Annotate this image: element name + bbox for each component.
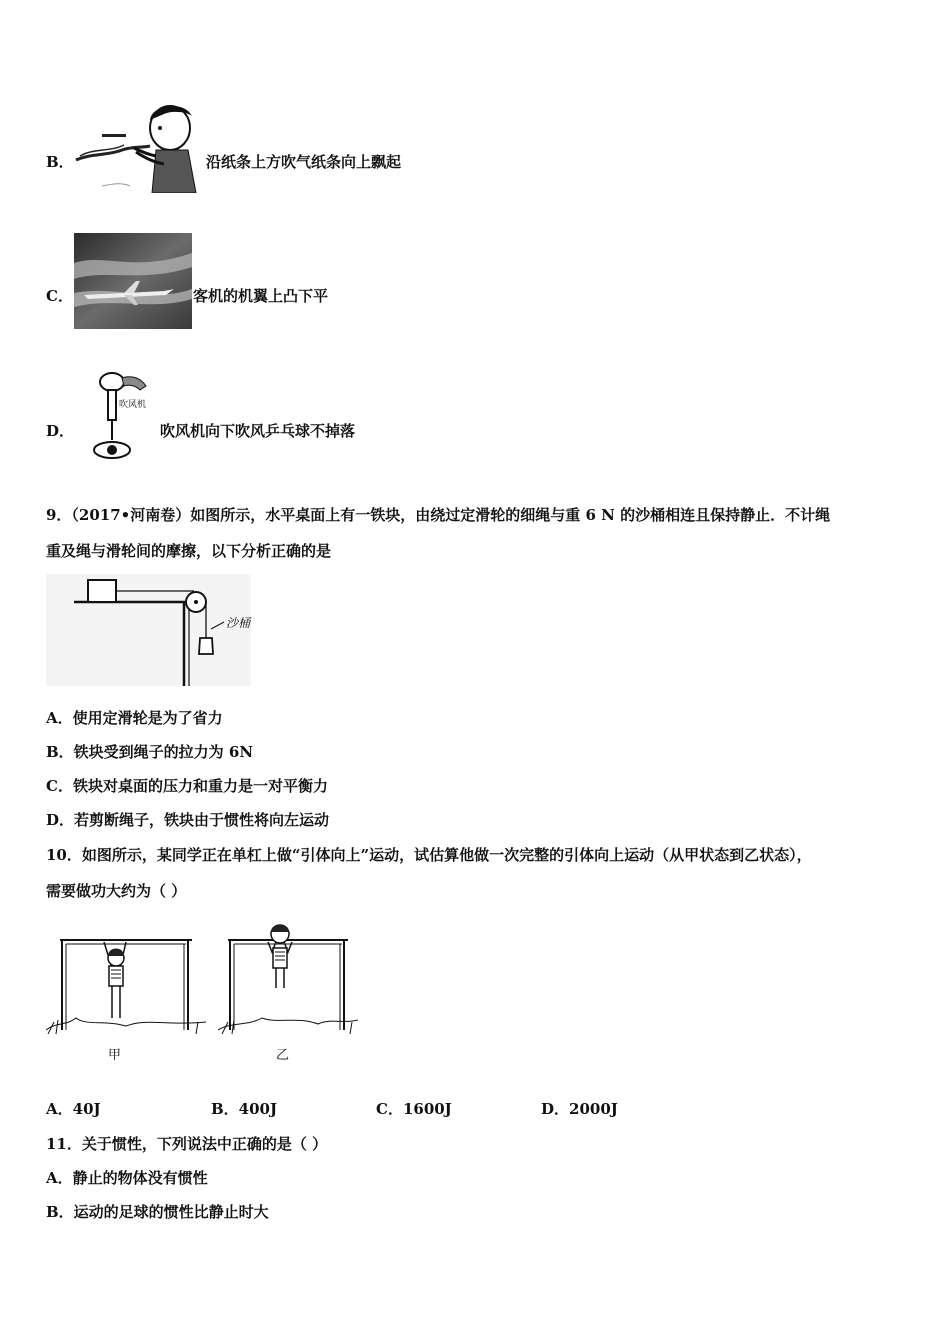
q11-option-b: B．运动的足球的惯性比静止时大 xyxy=(46,1203,269,1221)
airplane-photo xyxy=(74,233,192,329)
q9-stem-line1: 9．（2017•河南卷）如图所示，水平桌面上有一铁块，由绕过定滑轮的细绳与重 6 N 的沙桶相连且保持静止．不计绳 xyxy=(46,506,831,524)
boy-blowing-paper-figure xyxy=(72,98,202,193)
pullup-state-b-figure xyxy=(218,918,358,1034)
q10-stem-line1: 10．如图所示，某同学正在单杠上做“引体向上”运动，试估算他做一次完整的引体向上运动（从甲状态到乙状态）， xyxy=(46,846,812,864)
option-c-letter: C． xyxy=(46,287,73,305)
q11-stem: 11．关于惯性，下列说法中正确的是（ ） xyxy=(46,1135,328,1153)
q9-option-c: C．铁块对桌面的压力和重力是一对平衡力 xyxy=(46,777,328,795)
option-b-letter: B． xyxy=(46,153,74,171)
q11-option-a: A．静止的物体没有惯性 xyxy=(46,1169,208,1187)
hairdryer-figure xyxy=(86,370,158,465)
pullup-state-a-figure xyxy=(46,922,206,1034)
q10-stem-line2: 需要做功大约为（ ） xyxy=(46,882,187,900)
q10-option-c: C．1600J xyxy=(376,1100,452,1118)
option-d-text: 吹风机向下吹风乒乓球不掉落 xyxy=(160,422,356,440)
q9-option-d: D．若剪断绳子，铁块由于惯性将向左运动 xyxy=(46,811,330,829)
q10-option-a: A．40J xyxy=(46,1100,101,1118)
option-c-text: 客机的机翼上凸下平 xyxy=(193,287,329,305)
option-d-letter: D． xyxy=(46,422,75,440)
bucket-label: 沙桶 xyxy=(226,616,251,630)
option-b-text: 沿纸条上方吹气纸条向上飘起 xyxy=(206,153,402,171)
q10-option-b: B．400J xyxy=(211,1100,278,1118)
q9-option-b: B．铁块受到绳子的拉力为 6N xyxy=(46,743,254,761)
q9-option-a: A．使用定滑轮是为了省力 xyxy=(46,709,223,727)
hairdryer-label: 吹风机 xyxy=(119,400,147,410)
state-b-label: 乙 xyxy=(276,1048,290,1063)
state-a-label: 甲 xyxy=(108,1048,122,1063)
pulley-table-figure xyxy=(46,574,251,686)
q10-option-d: D．2000J xyxy=(541,1100,618,1118)
q9-stem-line2: 重及绳与滑轮间的摩擦，以下分析正确的是 xyxy=(46,542,332,560)
